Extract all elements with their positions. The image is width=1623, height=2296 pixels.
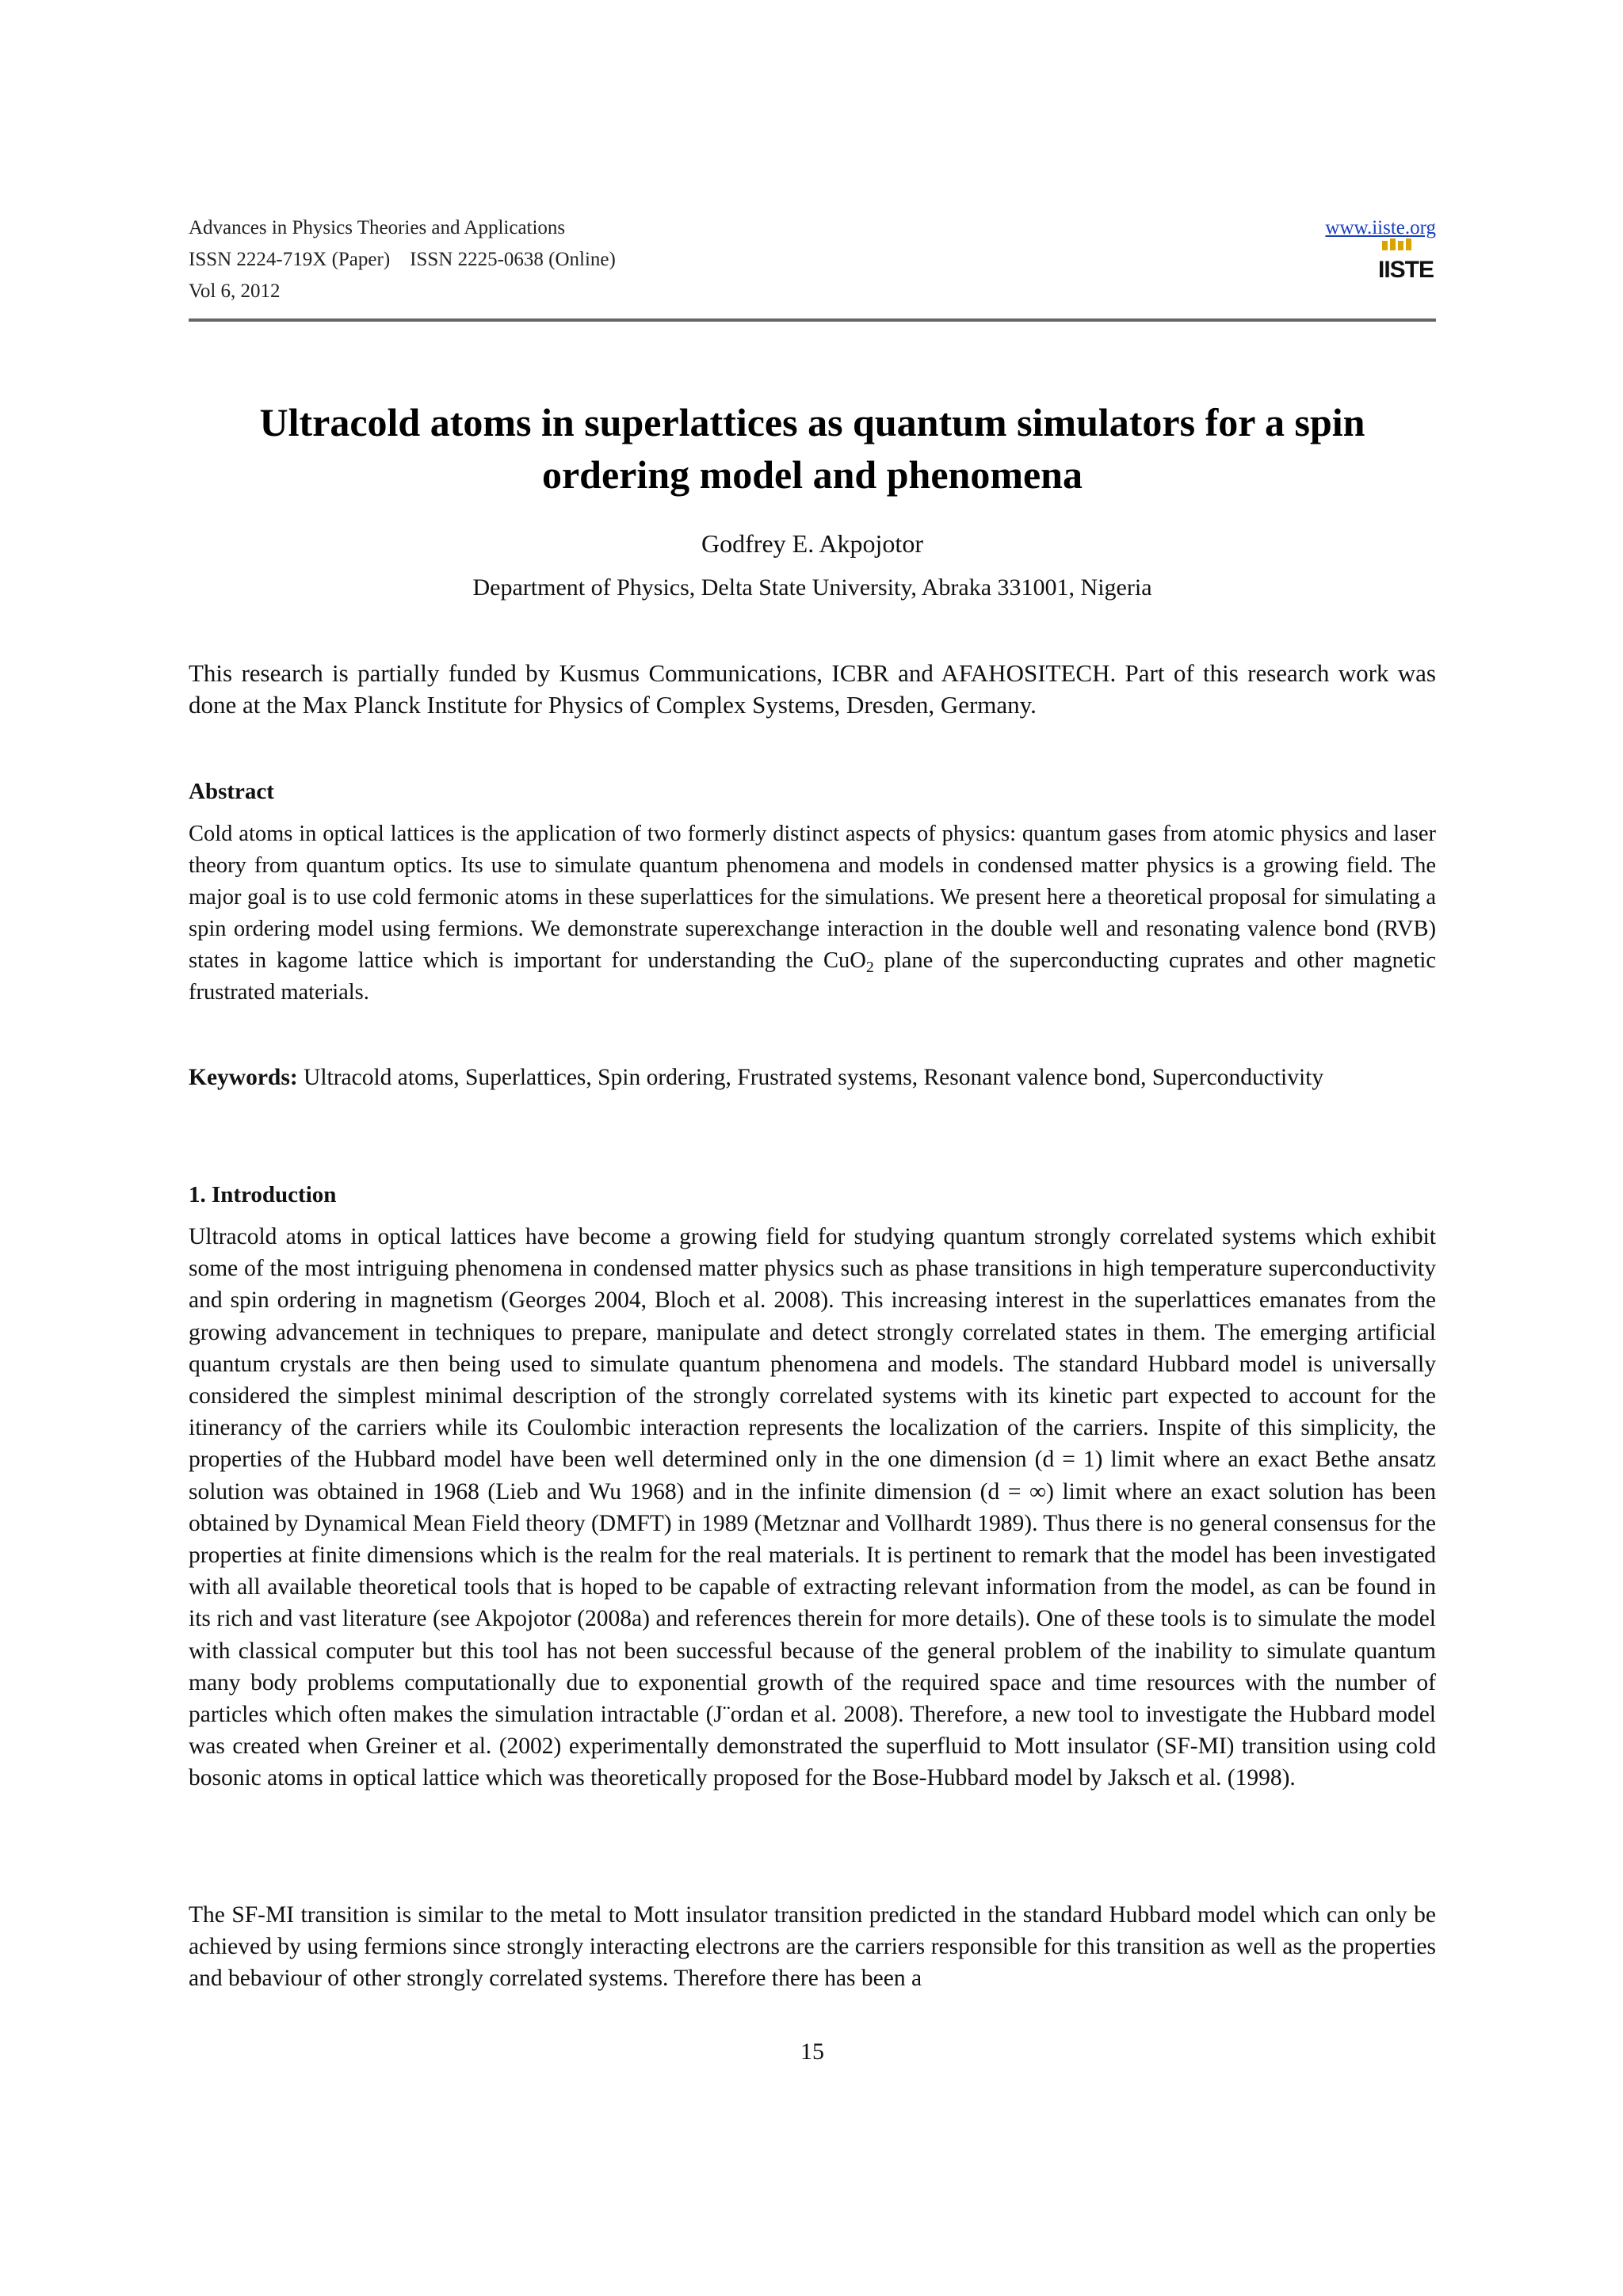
journal-info [189, 212, 1436, 307]
iiste-logo [1377, 236, 1434, 280]
introduction-paragraph-1: Ultracold atoms in optical lattices have become a growing field for studying quantum strongly correlated systems which exhibit some of the most intriguing phenomena in condensed matter physics such as phase transitions in high temperature superconductivity and spin ordering in magnetism (Georges 2004, Bloch et al. 2008). This increasing interest in the superlattices emanates from the growing advancement in techniques to prepare, manipulate and detect strongly correlated states in them. The emerging artificial quantum crystals are then being used to simulate quantum phenomena and models. The standard Hubbard model is universally considered the simplest minimal description of the strongly correlated systems with its kinetic part expected to account for the itinerancy of the carriers while its Coulombic interaction represents the localization of the carriers. Inspite of this simplicity, the properties of the Hubbard model have been well determined only in the one dimension (d = 1) limit where an exact Bethe ansatz solution was obtained in 1968 (Lieb and Wu 1968) and in the infinite dimension (d = ∞) limit where an exact solution has been obtained by Dynamical Mean Field theory (DMFT) in 1989 (Metznar and Vollhardt 1989). Thus there is no general consensus for the properties at finite dimensions which is the realm for the real materials. It is pertinent to remark that the model has been investigated with all available theoretical tools that is hoped to be capable of extracting relevant information from the model, as can be found in its rich and vast literature (see Akpojotor (2008a) and references therein for more details). One of these tools is to simulate the model with classical computer but this tool has not been successful because of the general problem of the inability to simulate quantum many body problems computationally due to exponential growth of the required space and time resources with the number of particles which often makes the simulation intractable (J¨ordan et al. 2008). Therefore, a new tool to investigate the Hubbard model was created when Greiner et al. (2002) experimentally demonstrated the superfluid to Mott insulator (SF-MI) transition using cold bosonic atoms in optical lattice which was theoretically proposed for the Bose-Hubbard model by Jaksch et al. (1998). [189, 1224, 1436, 1791]
author-affiliation: Department of Physics, Delta State University, Abraka 331001, Nigeria [472, 574, 1152, 601]
journal-issn: ISSN 2224-719X (Paper) ISSN 2225-0638 (Online) [189, 249, 616, 270]
journal-url-link[interactable]: www.iiste.org [1325, 217, 1436, 238]
paper-title: Ultracold atoms in superlattices as quantum simulators for a spin ordering model and phenomena [259, 400, 1365, 497]
abstract-text-end: plane of the superconducting cuprates and other magnetic frustrated materials. [189, 948, 1436, 1005]
abstract-subscript: 2 [865, 958, 874, 976]
introduction-paragraph-2: The SF-MI transition is similar to the metal to Mott insulator transition predicted in the standard Hubbard model which can only be achieved by using fermions since strongly interacting electrons are the carriers responsible for this transition as well as the properties and bebaviour of other strongly correlated systems. Therefore there has been a [189, 1902, 1436, 1992]
journal-name: Advances in Physics Theories and Applications [189, 217, 566, 238]
introduction-heading: 1. Introduction [189, 1182, 337, 1207]
keywords-list: Ultracold atoms, Superlattices, Spin ordering, Frustrated systems, Resonant valence bond, Superconductivity [297, 1065, 1324, 1090]
journal-volume: Vol 6, 2012 [189, 280, 281, 302]
svg-text:IISTE: IISTE [1377, 257, 1434, 280]
abstract-heading: Abstract [189, 779, 274, 804]
header-divider [189, 318, 1436, 322]
journal-header [189, 212, 1436, 307]
abstract-text-main: Cold atoms in optical lattices is the application of two formerly distinct aspects of physics: quantum gases from atomic physics and laser theory from quantum optics. Its use to simulate quantum phenomena and models in condensed matter physics is a growing field. The major goal is to use cold fermonic atoms in these superlattices for the simulations. We present here a theoretical proposal for simulating a spin ordering model using fermions. We demonstrate superexchange interaction in the double well and resonating valence bond (RVB) states in kagome lattice which is important for understanding the CuO [189, 822, 1436, 973]
keywords [189, 1062, 1436, 1093]
funding-note: This research is partially funded by Kusmus Communications, ICBR and AFAHOSITECH. Part of this research work was done at the Max Planck Institute for Physics of Complex Systems, Dresden, Germany. [189, 659, 1436, 719]
author-name: Godfrey E. Akpojotor [701, 529, 923, 558]
page-number: 15 [800, 2039, 824, 2065]
keywords-label: Keywords: [189, 1065, 298, 1090]
abstract-text [189, 818, 1436, 1009]
